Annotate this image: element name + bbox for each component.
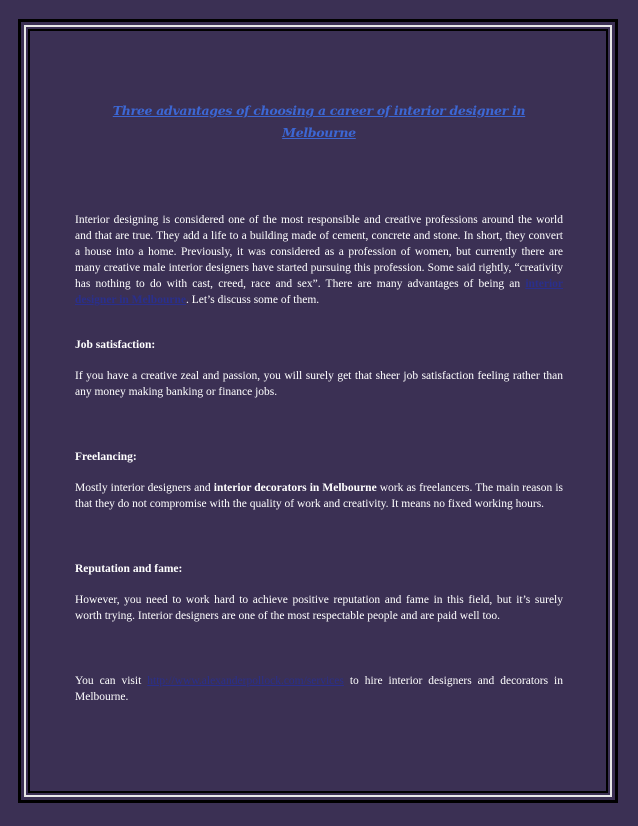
title-line-1: Three advantages of choosing a career of interior designer in xyxy=(112,103,526,118)
section-heading-freelancing: Freelancing: xyxy=(75,451,137,463)
document-title xyxy=(75,100,563,144)
closing-text: You can visit xyxy=(75,675,148,687)
intro-text-end: . Let’s discuss some of them. xyxy=(185,294,320,306)
section-body-reputation: However, you need to work hard to achieve positive reputation and fame in this field, but it’s surely worth trying. Interior designers are one of the most respectable people and are paid well too. xyxy=(75,594,563,622)
section-heading-reputation: Reputation and fame: xyxy=(75,563,183,575)
document-body xyxy=(75,92,563,705)
freelancing-bold-text: interior decorators in Melbourne xyxy=(213,482,377,494)
section-body-job-satisfaction: If you have a creative zeal and passion, you will surely get that sheer job satisfaction feeling rather than any money making banking or finance jobs. xyxy=(75,370,563,398)
section-heading-job-satisfaction: Job satisfaction: xyxy=(75,339,156,351)
closing-paragraph xyxy=(75,673,563,705)
freelancing-text: Mostly interior designers and xyxy=(75,482,214,494)
freelancing-text-end: work as freelancers. The main reason is that they do not compromise with the quality of work and creativity. It means no fixed working hours. xyxy=(75,482,564,510)
section-body-freelancing xyxy=(75,480,563,512)
closing-text-end: to hire interior designers and decorators in Melbourne. xyxy=(75,675,563,703)
intro-link[interactable]: interior designer in Melbourne xyxy=(75,278,563,306)
services-link[interactable]: http://www.alexanderpollock.com/services xyxy=(147,675,344,687)
intro-paragraph xyxy=(75,212,563,308)
title-line-2: Melbourne xyxy=(282,125,356,140)
intro-text: Interior designing is considered one of the most responsible and creative professions around the world and that are true. They add a life to a building made of cement, concrete and stone. In short, they convert a house into a home. Previously, it was considered as a profession of women, but currently there are many creative male interior designers have started pursuing this profession. Some said rightly, “creativity has nothing to do with cast, creed, race and sex”. There are many advantages of being an xyxy=(75,214,563,290)
